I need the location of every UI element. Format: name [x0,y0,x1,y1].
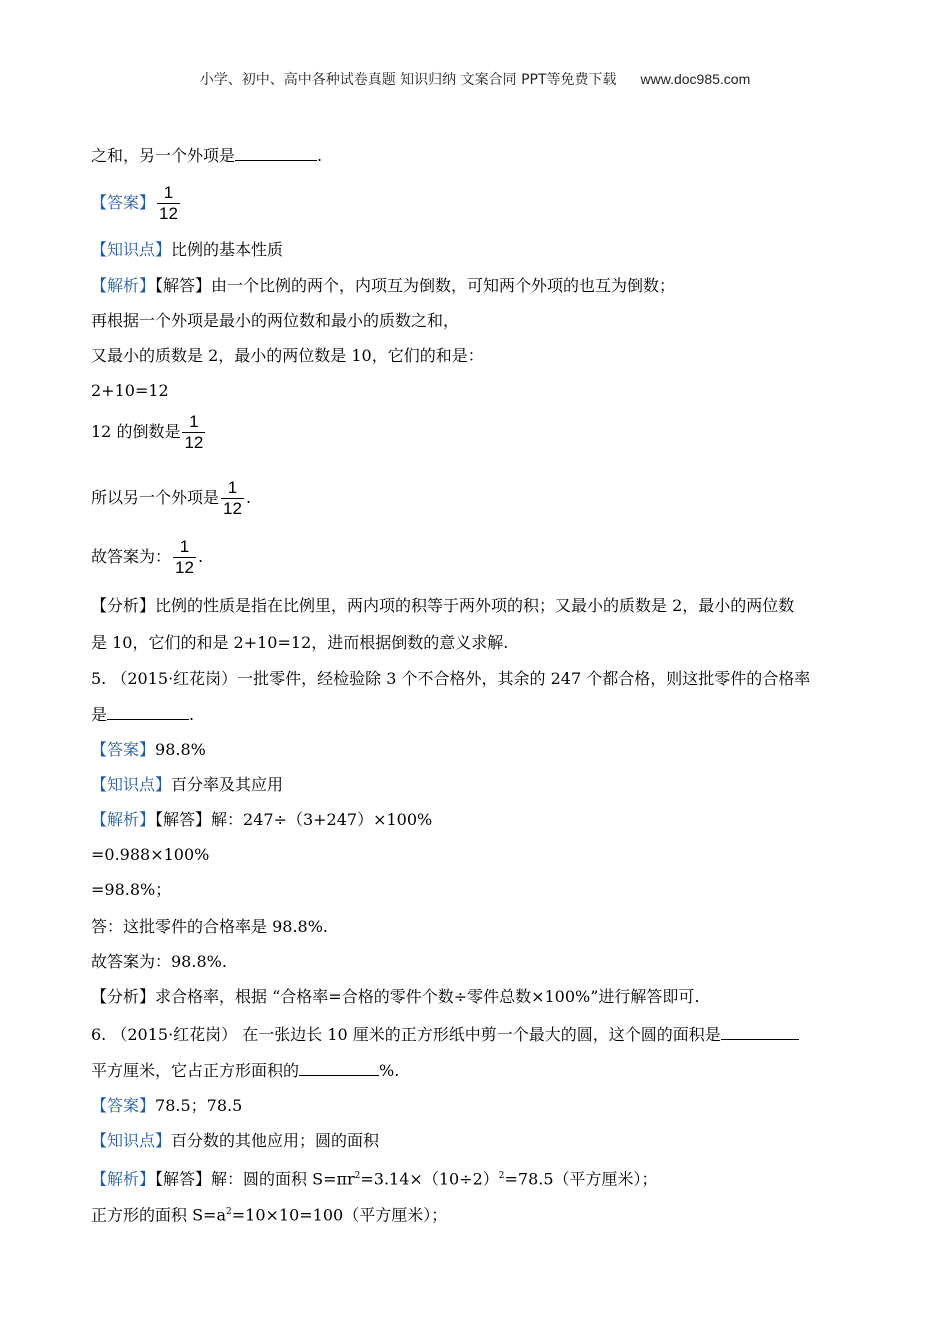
q6-knowledge [91,1131,379,1151]
analysis-tag: 【解析】 [91,810,156,829]
q5-analysis-line-4: 故答案为：98.8%. [91,952,227,971]
answer-tag: 【答案】 [91,193,156,212]
analysis-text: =3.14×（10÷2） [360,1169,499,1189]
q5-analysis-line-3: 答：这批零件的合格率是 98.8%. [91,917,329,936]
answer-blank [299,1061,379,1076]
knowledge-text: 百分数的其他应用；圆的面积 [171,1131,380,1150]
q6-stem-line-1 [91,1025,799,1045]
q5-stem-line-2 [91,705,194,725]
page-header [0,69,950,89]
fenxi-text: 求合格率，根据 “合格率=合格的零件个数÷零件总数×100%”进行解答即可. [155,987,700,1006]
q6-analysis [91,1166,658,1189]
q4-stem-end: . [317,146,323,165]
fraction-denominator: 12 [159,204,178,223]
q5-analysis [91,810,432,830]
answer-blank [235,146,317,161]
q5-analysis-line-1: =0.988×100% [91,845,210,864]
q4-analysis-line-6 [91,536,203,578]
analysis-text: 【解答】解：247÷（3+247）×100% [155,810,433,829]
q4-analysis-line-5 [91,477,251,519]
fraction-numerator: 1 [182,412,205,433]
fraction-denominator: 12 [223,499,242,518]
header-url[interactable]: www.doc985.com [640,71,751,87]
q5-analysis-line-2: =98.8%； [91,880,172,899]
line-end: . [197,547,204,566]
analysis-text: =78.5（平方厘米）； [504,1169,658,1189]
q6-stem-end: %. [379,1061,400,1080]
q5-stem-text: 是 [91,705,108,724]
fenxi-text: 比例的性质是指在比例里，两内项的积等于两外项的积；又最小的质数是 2，最小的两位数 [155,596,795,615]
superscript: 2 [498,1171,505,1181]
knowledge-tag: 【知识点】 [91,1131,172,1150]
q4-answer [91,183,182,224]
q4-analysis-line-1: 再根据一个外项是最小的两位数和最小的质数之和， [91,311,460,330]
q5-stem-line-1: 5. （2015·红花岗）一批零件，经检验除 3 个不合格外，其余的 247 个都合格，则这批零件的合格率 [91,669,811,688]
answer-blank [107,705,189,720]
q5-knowledge [91,775,283,795]
q6-stem-text: 6. （2015·红花岗） 在一张边长 10 厘米的正方形纸中剪一个最大的圆，这个圆的面积是 [91,1025,721,1044]
answer-text: 78.5；78.5 [155,1096,243,1115]
answer-tag: 【答案】 [91,1096,156,1115]
knowledge-tag: 【知识点】 [91,240,172,259]
fraction [182,412,205,453]
fenxi-tag: 【分析】 [91,987,156,1006]
line-text: 故答案为： [91,547,172,566]
q6-analysis-line-1 [91,1202,447,1225]
knowledge-tag: 【知识点】 [91,775,172,794]
fraction-numerator: 1 [221,478,244,499]
fraction [221,478,244,519]
q4-fenxi-line-2: 是 10，它们的和是 2+10=12，进而根据倒数的意义求解. [91,633,509,652]
answer-fraction [157,183,180,224]
analysis-tag: 【解析】 [91,276,156,295]
q4-analysis [91,276,675,296]
fraction [173,537,196,578]
line-text: 正方形的面积 S=a [91,1205,226,1225]
analysis-text: 【解答】解：圆的面积 S=πr [155,1169,355,1189]
q6-answer [91,1096,242,1116]
header-text: 小学、初中、高中各种试卷真题 知识归纳 文案合同 PPT等免费下载 [199,72,617,88]
q4-analysis-line-4 [91,411,207,453]
line-text: 所以另一个外项是 [91,488,220,507]
superscript: 2 [226,1207,232,1217]
fraction-denominator: 12 [184,433,204,452]
q6-stem-line-2 [91,1061,399,1081]
answer-text: 98.8% [155,740,206,759]
line-text: 12 的倒数是 [91,422,181,441]
q6-stem-text: 平方厘米，它占正方形面积的 [91,1061,300,1080]
answer-tag: 【答案】 [91,740,156,759]
q4-stem-line [91,146,322,166]
q4-stem-text: 之和，另一个外项是 [91,146,236,165]
knowledge-text: 比例的基本性质 [171,240,284,259]
fraction-numerator: 1 [157,183,180,204]
line-text: =10×10=100（平方厘米）； [231,1205,448,1225]
answer-blank [721,1025,799,1040]
q5-stem-end: . [189,705,195,724]
q4-fenxi [91,596,794,616]
q4-analysis-line-3: 2+10=12 [91,381,169,400]
q4-analysis-line-2: 又最小的质数是 2，最小的两位数是 10，它们的和是： [91,346,484,365]
knowledge-text: 百分率及其应用 [171,775,284,794]
superscript: 2 [354,1171,361,1181]
q4-knowledge [91,240,283,260]
q5-answer [91,740,206,760]
analysis-tag: 【解析】 [91,1169,156,1189]
fenxi-tag: 【分析】 [91,596,156,615]
fraction-denominator: 12 [175,558,194,577]
analysis-text: 【解答】由一个比例的两个，内项互为倒数，可知两个外项的也互为倒数； [155,276,676,295]
q5-fenxi [91,987,700,1007]
fraction-numerator: 1 [173,537,196,558]
line-end: . [245,488,252,507]
